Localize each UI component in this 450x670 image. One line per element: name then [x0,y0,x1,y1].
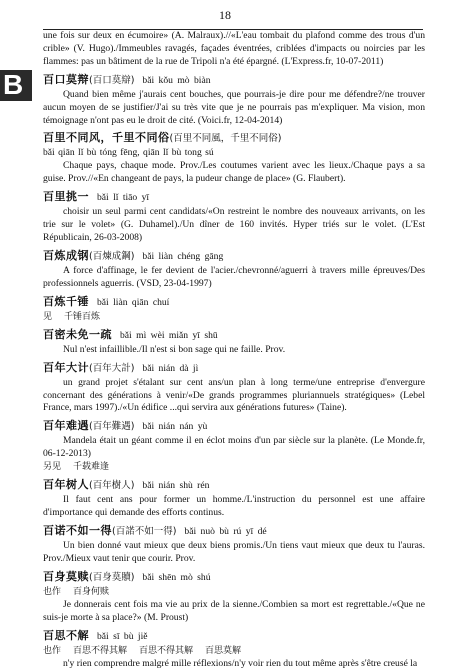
entry-pinyin: bǎi nuò bù rú yī dé [184,525,267,537]
entry-see-also [43,645,425,658]
see-marker: 也作 [43,645,62,656]
see-term: 百思不得其解 [73,645,128,656]
entry-text: Quand bien même j'aurais cent bouches, que pourrais-je dire pour me défendre?/ne trouver aucun moyen de se justifier/J'ai su très vite que je ne pourrais pas m'expliquer. Ma vision, mon témoignage n'ont pas eu le droit de cité. (Voici.fr, 12-04-2014) [43,88,425,126]
entry-traditional: (百諾不如一得) [112,525,177,537]
entry-traditional: (百身莫贖) [89,571,135,583]
entry-hanzi: 百年难遇 [43,419,89,433]
entry [43,189,425,245]
entry-text: A force d'affinage, le fer devient de l'acier./chevronné/aguerri à travers mille épreuves/Des professionnels aguerris. (VSD, 23-04-1997) [43,264,425,289]
entry-head [43,130,425,146]
entry-text: Je donnerais cent fois ma vie au prix de la sienne./Combien sa mort est regrettable./«Que ne suis-je morte à sa place?» (M. Proust) [43,598,425,623]
entry-head [43,72,425,88]
entry [43,130,425,186]
page-number: 18 [219,8,231,22]
entry-hanzi: 百里挑一 [43,190,89,204]
entry-pinyin: bǎi qiān lǐ bù tóng fēng, qiān lǐ bù tong sú [43,147,214,159]
entry-traditional: (百煉成鋼) [89,250,135,262]
entry-hanzi: 百思不解 [43,628,89,642]
entry-head [43,418,425,434]
entry-head [43,477,425,493]
entry-head [43,327,425,343]
entry-head [43,569,425,585]
entry [43,628,425,670]
entry-pinyin: bǎi shēn mò shú [142,571,211,583]
see-term: 千载难逢 [73,462,110,473]
entry-pinyin: bǎi lǐ tiāo yī [97,192,150,204]
letter-tab-label: B [3,69,24,100]
entry-head [43,523,425,539]
entry-pinyin: bǎi mì wèi miǎn yī shū [120,329,218,341]
entry-hanzi: 百里不同风，千里不同俗 [43,131,170,145]
see-term: 百思莫解 [205,645,242,656]
entry-pinyin: bǎi sī bù jiě [97,630,148,642]
entry-traditional: (百里不同風，千里不同俗) [169,133,282,145]
entry-pinyin: bǎi liàn chéng gāng [142,250,224,262]
entry-pinyin: bǎi nián dà jì [142,362,199,374]
entry-hanzi: 百诺不如一得 [43,523,112,537]
entry-head [43,628,425,644]
entry [43,294,425,324]
entry-head [43,248,425,264]
entry [43,72,425,128]
entry [43,248,425,291]
entry-pinyin: bǎi nián nán yù [142,421,208,433]
entry-hanzi: 百炼成钢 [43,248,89,262]
entry-see-also [43,586,425,599]
see-term: 千锤百炼 [64,311,101,322]
entry-text: Un bien donné vaut mieux que deux biens promis./Un tiens vaut mieux que deux tu l'auras. Prov./Mieux vaut tenir que courir. Prov. [43,539,425,564]
entry-text: choisir un seul parmi cent candidats/«On restreint le nombre des nouveaux arrivants, on les trie sur le volet» (G. Duhamel)./Un dîner de 160 invités. Hyper triés sur le volet. (L'Est Républicain, 26-03-2008) [43,206,425,243]
see-marker: 见 [43,311,53,322]
entry-hanzi: 百口莫辩 [43,72,89,86]
entry-traditional: (百年難遇) [89,421,135,433]
dictionary-content [43,30,425,670]
entry-text: Il faut cent ans pour former un homme./L'instruction du personnel est une affaire d'importance qui demande des efforts continus. [43,494,425,519]
entry [43,418,425,474]
entry-text: un grand projet s'étalant sur cent ans/un plan à long terme/une entreprise d'envergure concernant des générations à venir/«De grands programmes pluriannuels stratégiques» (Lebel France, mars 1997)./«Un édifice ...qui servira aux générations futures» (Taine). [43,376,425,414]
entry-text: n'y rien comprendre malgré mille réflexions/n'y voir rien du tout même après s'être creusé la [63,657,418,669]
see-term: 百思不得其解 [139,645,194,656]
entry-see-also [43,461,425,474]
entry-hanzi: 百密未免一疏 [43,327,112,341]
entry-text: Mandela était un géant comme il en éclot moins d'un par siècle sur la planète. (Le Monde.fr, 06-12-2013) [43,435,425,460]
entry-head [43,294,425,310]
entry-text: Nul n'est infaillible./Il n'est si bon sage qui ne faille. Prov. [63,343,286,355]
entry-text: Chaque pays, chaque mode. Prov./Les coutumes varient avec les lieux./Chaque pays a sa guise. Prov.//«En changeant de pays, la pudeur change de place» (G. Flaubert). [43,160,425,185]
entry-pinyin: bǎi liàn qiān chuí [97,296,170,308]
entry [43,327,425,357]
see-marker: 也作 [43,586,62,597]
entry [43,477,425,520]
entry-hanzi: 百身莫赎 [43,569,89,583]
entry [43,360,425,416]
entry-pinyin: bǎi nián shù rén [142,480,210,492]
letter-tab [0,70,32,101]
entry-see-also [43,311,425,324]
see-marker: 另见 [43,462,62,473]
entry-pinyin: bǎi kǒu mò biàn [142,74,211,86]
entry-hanzi: 百年大计 [43,360,89,374]
see-term: 百身何赎 [73,586,110,597]
intro-text: une fois sur deux en écumoire» (A. Malraux).//«L'eau tombait du plafond comme des trous d'un crible» (V. Hugo)./Immeubles ravagés, façades éventrées, criblées d'impacts ou noircies par les flammes: pas un bâtiment de la rue de Tripoli n'a été épargné. (L'Express.fr, 10-07-2011) [43,30,425,67]
entry [43,523,425,566]
entry [43,569,425,625]
entry-hanzi: 百年树人 [43,478,89,492]
entry-hanzi: 百炼千锤 [43,294,89,308]
entry-traditional: (百年樹人) [89,480,135,492]
entry-head [43,360,425,376]
entry-head [43,189,425,205]
entry-traditional: (百年大計) [89,362,135,374]
entry-traditional: (百口莫辯) [89,74,135,86]
